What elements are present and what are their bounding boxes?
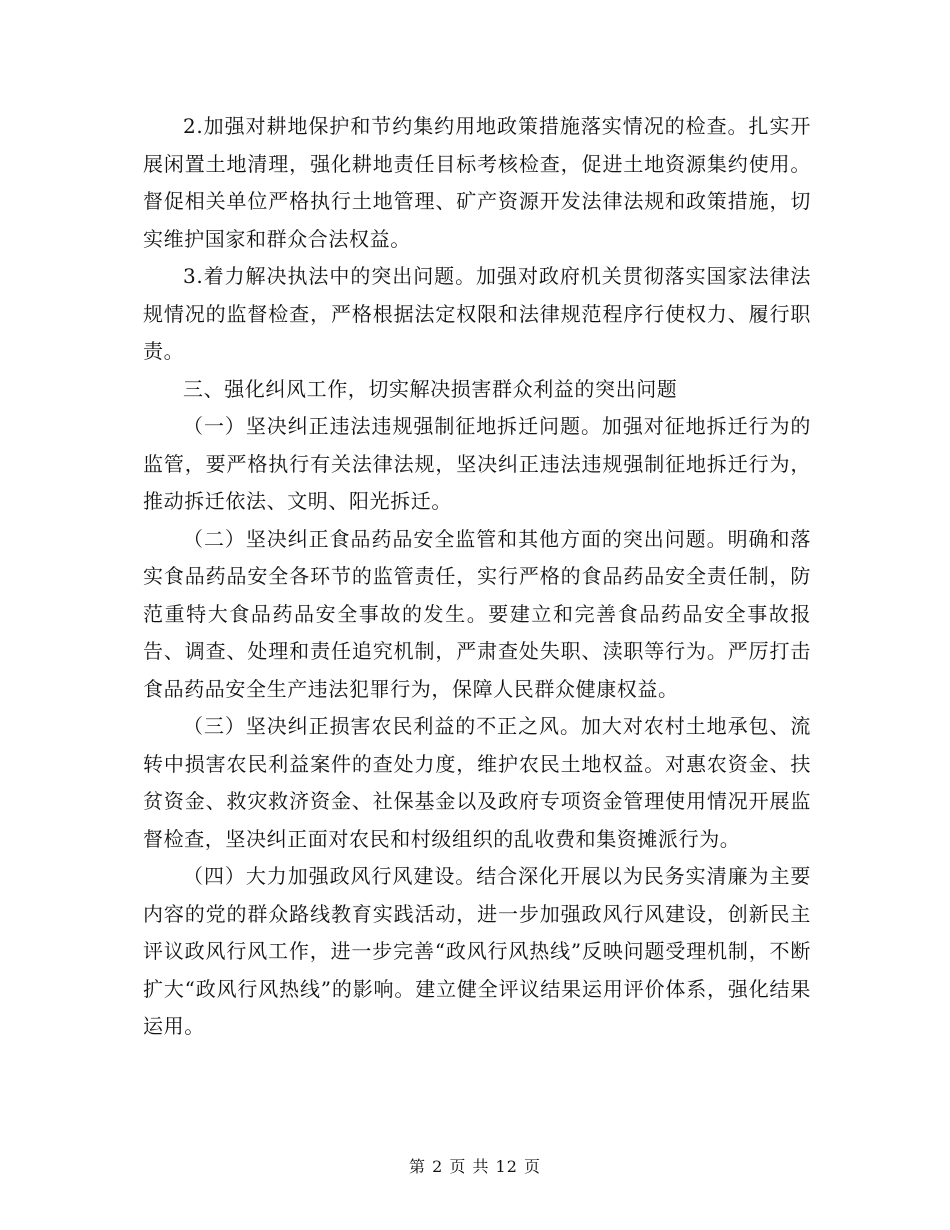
page-number-footer: 第 2 页 共 12 页: [409, 1157, 541, 1176]
document-body: [143, 108, 811, 1046]
section-heading-3: 三、强化纠风工作，切实解决损害群众利益的突出问题: [183, 376, 678, 401]
paragraph-food-drug-safety: （二）坚决纠正食品药品安全监管和其他方面的突出问题。明确和落实食品药品安全各环节的监管责任，实行严格的食品药品安全责任制，防范重特大食品药品安全事故的发生。要建立和完善食品药品安全事故报告、调查、处理和责任追究机制，严肃查处失职、渎职等行为。严厉打击食品药品安全生产违法犯罪行为，保障人民群众健康权益。: [143, 526, 811, 701]
paragraph-law-enforcement: 3.着力解决执法中的突出问题。加强对政府机关贯彻落实国家法律法规情况的监督检查，严格根据法定权限和法律规范程序行使权力、履行职责。: [143, 264, 811, 363]
paragraph-government-conduct: （四）大力加强政风行风建设。结合深化开展以为民务实清廉为主要内容的党的群众路线教育实践活动，进一步加强政风行风建设，创新民主评议政风行风工作，进一步完善“政风行风热线”反映问题受理机制，不断扩大“政风行风热线”的影响。建立健全评议结果运用评价体系，强化结果运用。: [143, 864, 811, 1038]
paragraph-land-inspection: 2.加强对耕地保护和节约集约用地政策措施落实情况的检查。扎实开展闲置土地清理，强化耕地责任目标考核检查，促进土地资源集约使用。督促相关单位严格执行土地管理、矿产资源开发法律法规和政策措施，切实维护国家和群众合法权益。: [143, 114, 811, 251]
paragraph-land-demolition: （一）坚决纠正违法违规强制征地拆迁问题。加强对征地拆迁行为的监管，要严格执行有关法律法规，坚决纠正违法违规强制征地拆迁行为，推动拆迁依法、文明、阳光拆迁。: [143, 414, 811, 513]
paragraph-farmer-interests: （三）坚决纠正损害农民利益的不正之风。加大对农村土地承包、流转中损害农民利益案件的查处力度，维护农民土地权益。对惠农资金、扶贫资金、救灾救济资金、社保基金以及政府专项资金管理使用情况开展监督检查，坚决纠正面对农民和村级组织的乱收费和集资摊派行为。: [143, 714, 811, 851]
